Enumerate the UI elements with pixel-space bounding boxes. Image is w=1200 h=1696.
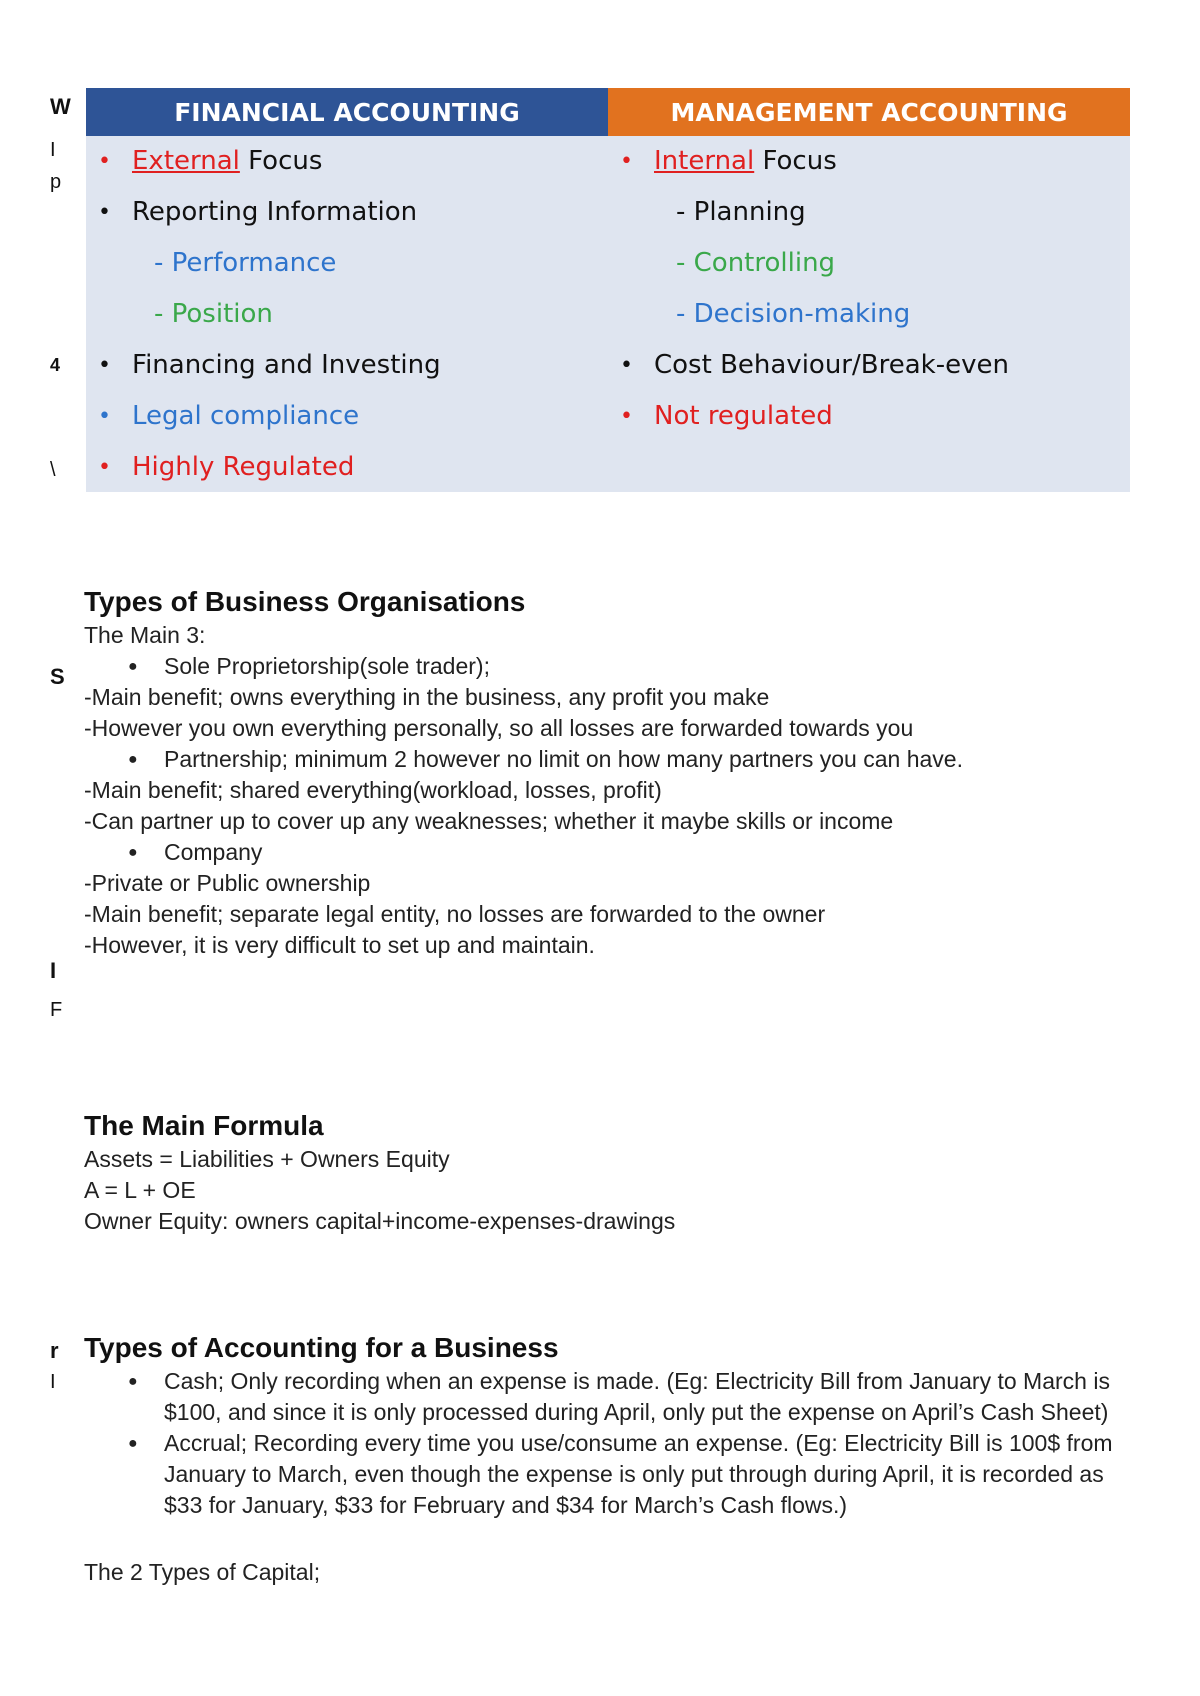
body-line: Owner Equity: owners capital+income-expenses-drawings xyxy=(84,1208,676,1234)
bullet-list xyxy=(84,837,1134,868)
bullet: • xyxy=(98,455,111,480)
management-row-label: Cost Behaviour/Break-even xyxy=(654,350,1009,380)
internal-keyword: Internal xyxy=(654,146,755,176)
management-row-label: Not regulated xyxy=(654,401,833,431)
financial-row-label: Highly Regulated xyxy=(132,452,355,482)
bullet: • xyxy=(98,200,111,225)
financial-row-position xyxy=(86,289,606,340)
body-line: -Main benefit; separate legal entity, no losses are forwarded to the owner xyxy=(84,901,826,927)
body-line: The Main 3: xyxy=(84,622,206,648)
financial-row-label: Reporting Information xyxy=(132,197,418,227)
management-row-label: - Controlling xyxy=(676,248,836,278)
external-keyword: External xyxy=(132,146,240,176)
body-line: -However, it is very difficult to set up and maintain. xyxy=(84,932,595,958)
bullet: • xyxy=(620,404,633,429)
financial-accounting-column xyxy=(86,136,606,493)
list-item: ● Sole Proprietorship(sole trader); xyxy=(164,651,1134,682)
body-line: -Private or Public ownership xyxy=(84,870,371,896)
cropped-edge-fragment: W xyxy=(50,94,71,119)
financial-row-financing xyxy=(86,340,606,391)
management-row-label: - Planning xyxy=(676,197,806,227)
bullet: • xyxy=(98,149,111,174)
body-line: Assets = Liabilities + Owners Equity xyxy=(84,1146,450,1172)
list-item: ● Company xyxy=(164,837,1134,868)
financial-accounting-header: FINANCIAL ACCOUNTING xyxy=(86,88,608,136)
bullet-list xyxy=(84,744,1134,775)
management-row-regulated xyxy=(608,391,1128,442)
cropped-edge-fragment: S xyxy=(50,664,65,689)
comparison-header-row xyxy=(86,88,1130,136)
formula-section xyxy=(84,1108,1134,1237)
section-heading: Types of Accounting for a Business xyxy=(84,1332,559,1363)
management-row-decision xyxy=(608,289,1128,340)
body-line: A = L + OE xyxy=(84,1177,196,1203)
body-line: -Can partner up to cover up any weaknesses; whether it maybe skills or income xyxy=(84,808,894,834)
focus-label: Focus xyxy=(754,146,837,176)
management-row-controlling xyxy=(608,238,1128,289)
financial-row-label: Financing and Investing xyxy=(132,350,441,380)
financial-row-label: - Performance xyxy=(154,248,337,278)
organisations-section xyxy=(84,584,1134,961)
cropped-edge-fragment: I xyxy=(50,139,56,161)
financial-row-performance xyxy=(86,238,606,289)
cropped-edge-fragment: r xyxy=(50,1338,59,1363)
body-line: -Main benefit; owns everything in the business, any profit you make xyxy=(84,684,770,710)
body-line: -However you own everything personally, so all losses are forwarded towards you xyxy=(84,715,914,741)
body-line: -Main benefit; shared everything(workload, losses, profit) xyxy=(84,777,662,803)
list-item: ● Cash; Only recording when an expense is made. (Eg: Electricity Bill from January to March is $100, and since it is only processed during April, only put the expense on April’s Cash Sheet) xyxy=(164,1366,1114,1428)
financial-row-label: - Position xyxy=(154,299,273,329)
cropped-edge-fragment: \ xyxy=(50,459,56,481)
bullet: • xyxy=(620,353,633,378)
management-accounting-column xyxy=(608,136,1128,442)
cropped-edge-fragment: p xyxy=(50,171,62,193)
cropped-edge-fragment: I xyxy=(50,1371,56,1393)
section-heading: The Main Formula xyxy=(84,1110,324,1141)
section-heading: Types of Business Organisations xyxy=(84,586,526,617)
bullet: • xyxy=(98,353,111,378)
management-row-cost xyxy=(608,340,1128,391)
list-item: ● Accrual; Recording every time you use/consume an expense. (Eg: Electricity Bill is 100$ from January to March, even though the expense is only put through during April, it is recorded as $33 for January, $33 for February and $34 for March’s Cash flows.) xyxy=(164,1428,1114,1521)
financial-row-reporting xyxy=(86,187,606,238)
cropped-edge-fragment: 4 xyxy=(50,355,61,375)
bullet: • xyxy=(98,404,111,429)
accounting-types-section xyxy=(84,1330,1134,1588)
management-row-planning xyxy=(608,187,1128,238)
focus-label: Focus xyxy=(239,146,323,176)
financial-row-label: Legal compliance xyxy=(132,401,360,431)
financial-row-focus xyxy=(86,136,606,187)
management-row-label: - Decision-making xyxy=(676,299,911,329)
list-item: ● Partnership; minimum 2 however no limit on how many partners you can have. xyxy=(164,744,1134,775)
bullet-list xyxy=(84,1366,1134,1521)
body-line: The 2 Types of Capital; xyxy=(84,1559,321,1585)
management-accounting-header: MANAGEMENT ACCOUNTING xyxy=(608,88,1130,136)
bullet-list xyxy=(84,651,1134,682)
cropped-edge-fragment: I xyxy=(50,958,57,983)
financial-row-regulated xyxy=(86,442,606,493)
accounting-comparison-table xyxy=(86,88,1130,492)
management-row-focus xyxy=(608,136,1128,187)
bullet: • xyxy=(620,149,633,174)
financial-row-legal xyxy=(86,391,606,442)
cropped-edge-fragment: F xyxy=(50,999,63,1021)
